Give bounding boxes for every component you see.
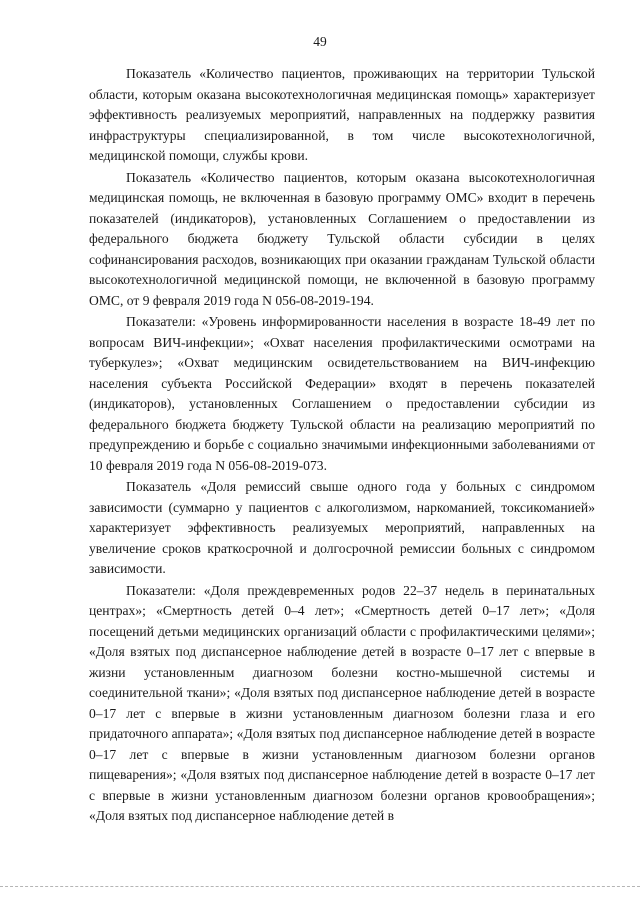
scan-footer-rule bbox=[0, 886, 640, 888]
page-number: 49 bbox=[313, 34, 327, 49]
paragraph-remission: Показатель «Доля ремиссий свыше одного года у больных с синдромом зависимости (суммарно у пациентов с алкоголизмом, наркоманией, токсикоманией» характеризует эффективность реализуемых мероприятий, направленных на увеличение сроков краткосрочной и долгосрочной ремиссии больных с синдромом зависимости. bbox=[89, 479, 595, 576]
document-body bbox=[89, 64, 595, 827]
paragraph-vmp-residents: Показатель «Количество пациентов, проживающих на территории Тульской области, которым оказана высокотехнологичная медицинская помощь» характеризует эффективность реализуемых мероприятий, направленных на поддержку развития инфраструктуры специализированной, в том числе высокотехнологичной, медицинской помощи, службы крови. bbox=[89, 66, 595, 163]
paragraph-vmp-oms: Показатель «Количество пациентов, которым оказана высокотехнологичная медицинская помощь, не включенная в базовую программу ОМС» входит в перечень показателей (индикаторов), установленных Соглашением о предоставлении из федерального бюджета бюджету Тульской области субсидии в целях софинансирования расходов, возникающих при оказании гражданам Тульской области высокотехнологичной медицинской помощи, не включенной в базовую программу ОМС, от 9 февраля 2019 года N 056-08-2019-194. bbox=[89, 169, 595, 308]
paragraph-child-health: Показатели: «Доля преждевременных родов 22–37 недель в перинатальных центрах»; «Смертность детей 0–4 лет»; «Смертность детей 0–17 лет»; «Доля посещений детьми медицинских организаций области с профилактическими целями»; «Доля взятых под диспансерное наблюдение детей в возрасте 0–17 лет с впервые в жизни установленным диагнозом болезни костно-мышечной системы и соединительной ткани»; «Доля взятых под диспансерное наблюдение детей в возрасте 0–17 лет с впервые в жизни установленным диагнозом болезни глаза и его придаточного аппарата»; «Доля взятых под диспансерное наблюдение детей в возрасте 0–17 лет с впервые в жизни установленным диагнозом болезни органов пищеварения»; «Доля взятых под диспансерное наблюдение детей в возрасте 0–17 лет с впервые в жизни установленным диагнозом болезни органов кровообращения»; «Доля взятых под диспансерное наблюдение детей в bbox=[89, 582, 595, 823]
paragraph-hiv-indicators: Показатели: «Уровень информированности населения в возрасте 18-49 лет по вопросам ВИЧ-инфекции»; «Охват населения профилактическими осмотрами на туберкулез»; «Охват медицинским освидетельствованием на ВИЧ-инфекцию населения субъекта Российской Федерации» входят в перечень показателей (индикаторов), установленных Соглашением о предоставлении субсидии из федерального бюджета бюджету Тульской области на реализацию мероприятий по предупреждению и борьбе с социально значимыми инфекционными заболеваниями от 10 февраля 2019 года N 056-08-2019-073. bbox=[89, 314, 595, 473]
